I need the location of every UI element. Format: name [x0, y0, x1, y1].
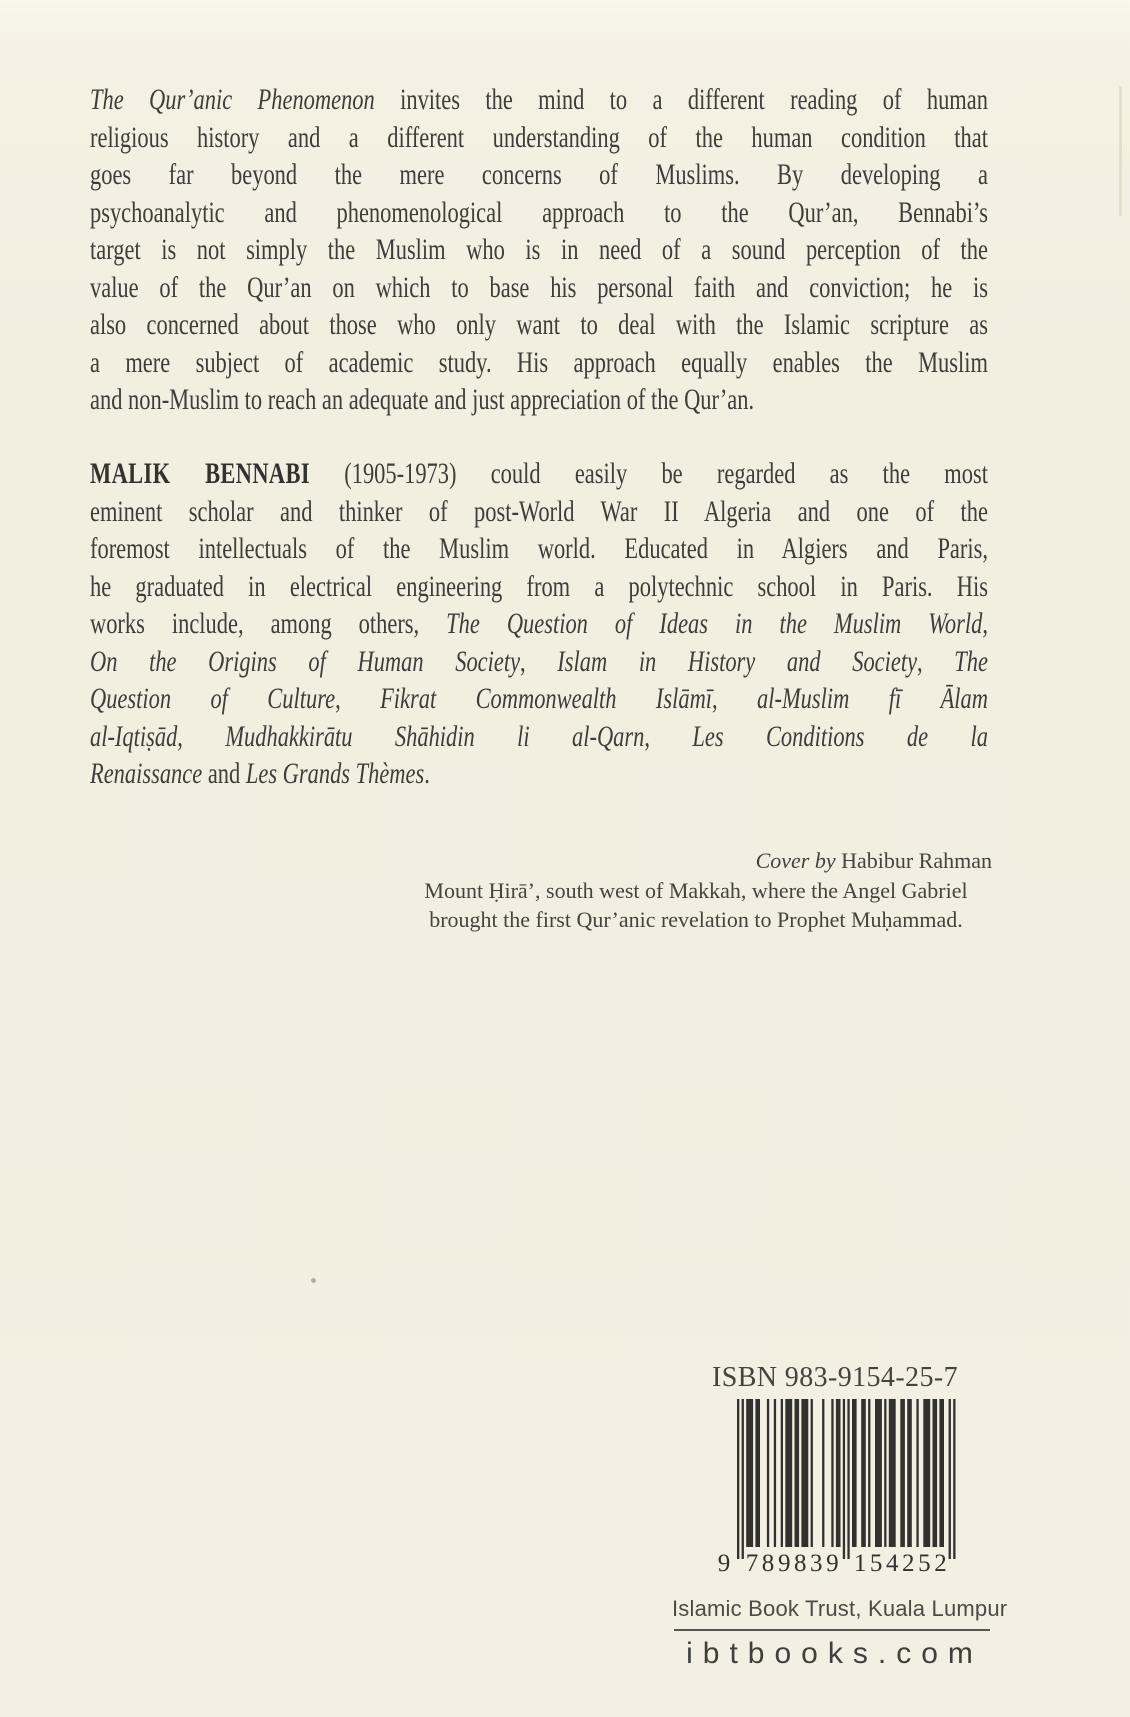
ean13-barcode	[712, 1399, 956, 1577]
text-line: he graduated in electrical engineering from a polytechnic school in Paris. His	[90, 569, 988, 603]
svg-text:5: 5	[918, 1550, 931, 1577]
scan-edge-artifact	[1119, 86, 1122, 216]
text-line: The Qur’anic Phenomenon invites the mind to a different reading of human	[90, 83, 988, 116]
scan-speck-artifact	[311, 1278, 316, 1283]
svg-text:9: 9	[717, 1550, 731, 1577]
text-line: a mere subject of academic study. His approach equally enables the Muslim	[90, 345, 988, 379]
svg-text:8: 8	[761, 1550, 775, 1577]
text-line: religious history and a different understanding of the human condition that	[90, 120, 988, 154]
text-line: Question of Culture, Fikrat Commonwealth Islāmī, al-Muslim fī Ālam	[90, 682, 988, 715]
svg-text:2: 2	[934, 1550, 947, 1577]
svg-text:8: 8	[794, 1550, 807, 1577]
isbn-block	[712, 1362, 956, 1577]
cover-credit-line: Cover by Habibur Rahman	[755, 848, 992, 873]
isbn-text: ISBN 983-9154-25-7	[712, 1362, 958, 1393]
publisher-name: Islamic Book Trust, Kuala Lumpur	[672, 1596, 1008, 1621]
svg-text:4: 4	[886, 1550, 899, 1577]
cover-caption-line-2: brought the first Qur’anic revelation to Prophet Muḥammad.	[429, 907, 963, 932]
svg-text:9: 9	[777, 1550, 791, 1577]
cover-credit-block	[400, 846, 992, 935]
text-line: foremost intellectuals of the Muslim world. Educated in Algiers and Paris,	[90, 532, 988, 565]
publisher-divider	[674, 1629, 990, 1631]
author-bio-paragraph	[90, 455, 988, 793]
text-line: also concerned about those who only want to deal with the Islamic scripture as	[90, 308, 988, 341]
text-line: On the Origins of Human Society, Islam in History and Society, The	[90, 644, 988, 678]
text-line: Renaissance and Les Grands Thèmes.	[90, 757, 430, 790]
text-line: goes far beyond the mere concerns of Muslims. By developing a	[90, 158, 988, 191]
svg-text:9: 9	[826, 1550, 839, 1577]
svg-text:5: 5	[869, 1550, 883, 1577]
text-line: value of the Qur’an on which to base his personal faith and conviction; he is	[90, 270, 988, 304]
text-line: target is not simply the Muslim who is in need of a sound perception of the	[90, 233, 988, 266]
book-blurb-paragraph	[90, 81, 988, 419]
text-line: and non-Muslim to reach an adequate and just appreciation of the Qur’an.	[90, 383, 755, 416]
svg-text:2: 2	[902, 1550, 915, 1577]
publisher-block	[672, 1596, 1008, 1671]
svg-text:1: 1	[853, 1550, 867, 1577]
text-line: works include, among others, The Question of Ideas in the Muslim World,	[90, 607, 988, 640]
text-line: eminent scholar and thinker of post-World War II Algeria and one of the	[90, 494, 988, 528]
svg-text:3: 3	[810, 1550, 823, 1577]
text-line: MALIK BENNABI (1905-1973) could easily be regarded as the most	[90, 457, 988, 490]
text-line: psychoanalytic and phenomenological approach to the Qur’an, Bennabi’s	[90, 195, 988, 229]
publisher-website: ibtbooks.com	[686, 1637, 983, 1670]
cover-caption-line-1: Mount Ḥirā’, south west of Makkah, where the Angel Gabriel	[424, 877, 968, 903]
text-line: al-Iqtiṣād, Mudhakkirātu Shāhidin li al-Qarn, Les Conditions de la	[90, 719, 988, 753]
svg-text:7: 7	[745, 1550, 759, 1577]
